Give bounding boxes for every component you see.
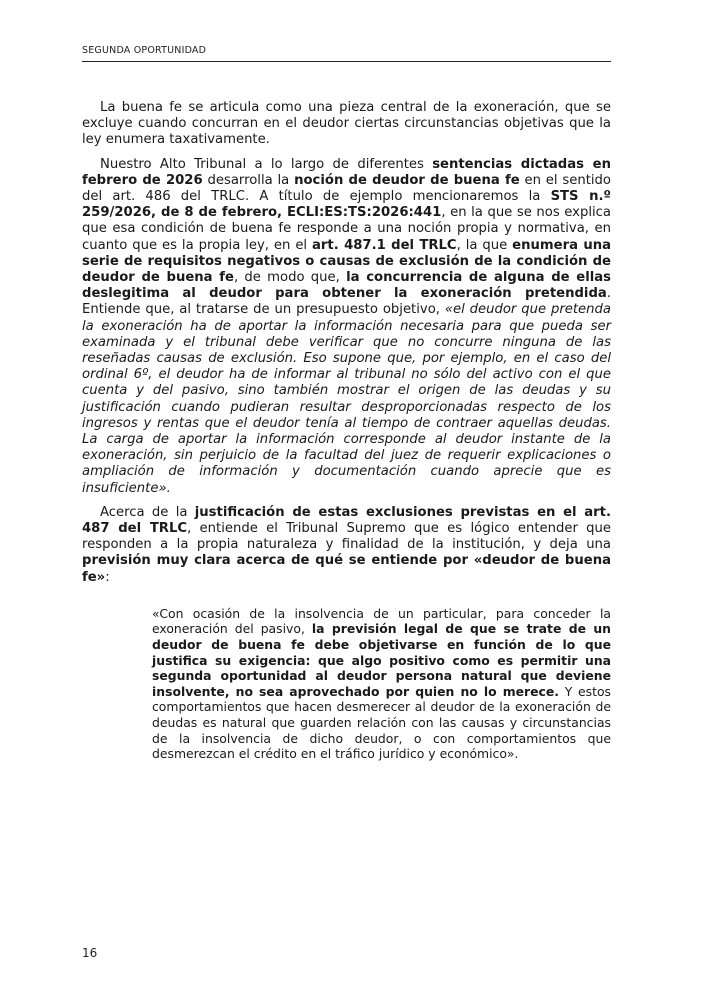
text: en el sentido del art. 486 del TRLC. A título de ejemplo mencionaremos la [82,172,611,205]
bold-text: la concurrencia de alguna de ellas deslegitima al deudor para obtener la exoneración pretendida [82,270,611,302]
paragraph-3 [82,505,611,586]
bold-text: STS n.º 259/2026, de 8 de febrero, ECLI:ES:TS:2026:441 [82,189,611,221]
italic-citation: «el deudor que pretenda la exoneración ha de aportar la información necesaria para que pueda ser examinada y el tribunal debe verificar que no concurre ninguna de las reseñadas causas de exclusión. Eso supone que, por ejemplo, en el caso del ordinal 6º, el deudor ha de informar al tribunal no sólo del activo con el que cuenta y del pasivo, sino también mostrar el origen de las deudas y su justificación cuando pudieran resultar desproporcionadas respecto de los ingresos y rentas que el deudor tenía al tiempo de contraer aquellas deudas. La carga de aportar la información corresponde al deudor instante de la exoneración, sin perjuicio de la facultad del juez de requerir explicaciones o ampliación de información y documentación cuando aprecie que es insuficiente». [82,302,611,496]
page-number: 16 [82,946,98,960]
text: Y estos comportamientos que hacen desmerecer al deudor de la exoneración de deudas es natural que guarden relación con las causas y circunstancias de la insolvencia de dicho deudor, o con comportamientos que desmerezcan el crédito en el tráfico jurídico y económico». [152,683,611,762]
bold-text: noción de deudor de buena fe [294,172,520,188]
paragraph-1 [82,100,611,149]
text: Acerca de la [100,504,195,520]
page-body [82,100,611,762]
text: desarrolla la [202,172,295,188]
bold-text: justificación de estas exclusiones previstas en el art. 487 del TRLC [82,504,611,537]
quote-paragraph [152,606,611,762]
text: , la que [456,237,513,253]
text: . Entiende que, al tratarse de un presupuesto objetivo, [82,286,611,318]
bold-text: sentencias dictadas en febrero de 2026 [82,156,611,188]
bold-text: previsión muy clara acerca de qué se entiende por «deudor de buena fe» [82,553,611,585]
header-rule [82,61,611,62]
text: La buena fe se articula como una pieza central de la exoneración, que se excluye cuando concurran en el deudor ciertas circunstancias objetivas que la ley enumera taxativamente. [82,100,611,148]
bold-text: enumera una serie de requisitos negativos o causas de exclusión de la condición de deudor de buena fe [82,237,611,286]
block-quote [152,606,611,762]
text: : [105,569,110,585]
bold-text: la previsión legal de que se trate de un deudor de buena fe debe objetivarse en función de lo que justifica su exigencia: que algo positivo como es permitir una segunda oportunidad al deudor persona natural que deviene insolvente, no sea aprovechado por quien no lo merece. [152,621,611,699]
text: , en la que se nos explica que esa condición de buena fe responde a una noción propia y normativa, en cuanto que es la propia ley, en el [82,205,612,253]
running-head-title: SEGUNDA OPORTUNIDAD [82,45,207,56]
text: , de modo que, [233,270,347,286]
text: Nuestro Alto Tribunal a lo largo de diferentes [100,156,433,172]
text: , entiende el Tribunal Supremo que es lógico entender que responden a la propia naturaleza y finalidad de la institución, y deja una [82,521,611,553]
paragraph-2 [82,157,611,497]
text: «Con ocasión de la insolvencia de un particular, para conceder la exoneración del pasivo, [152,605,611,637]
bold-text: art. 487.1 del TRLC [312,237,457,253]
